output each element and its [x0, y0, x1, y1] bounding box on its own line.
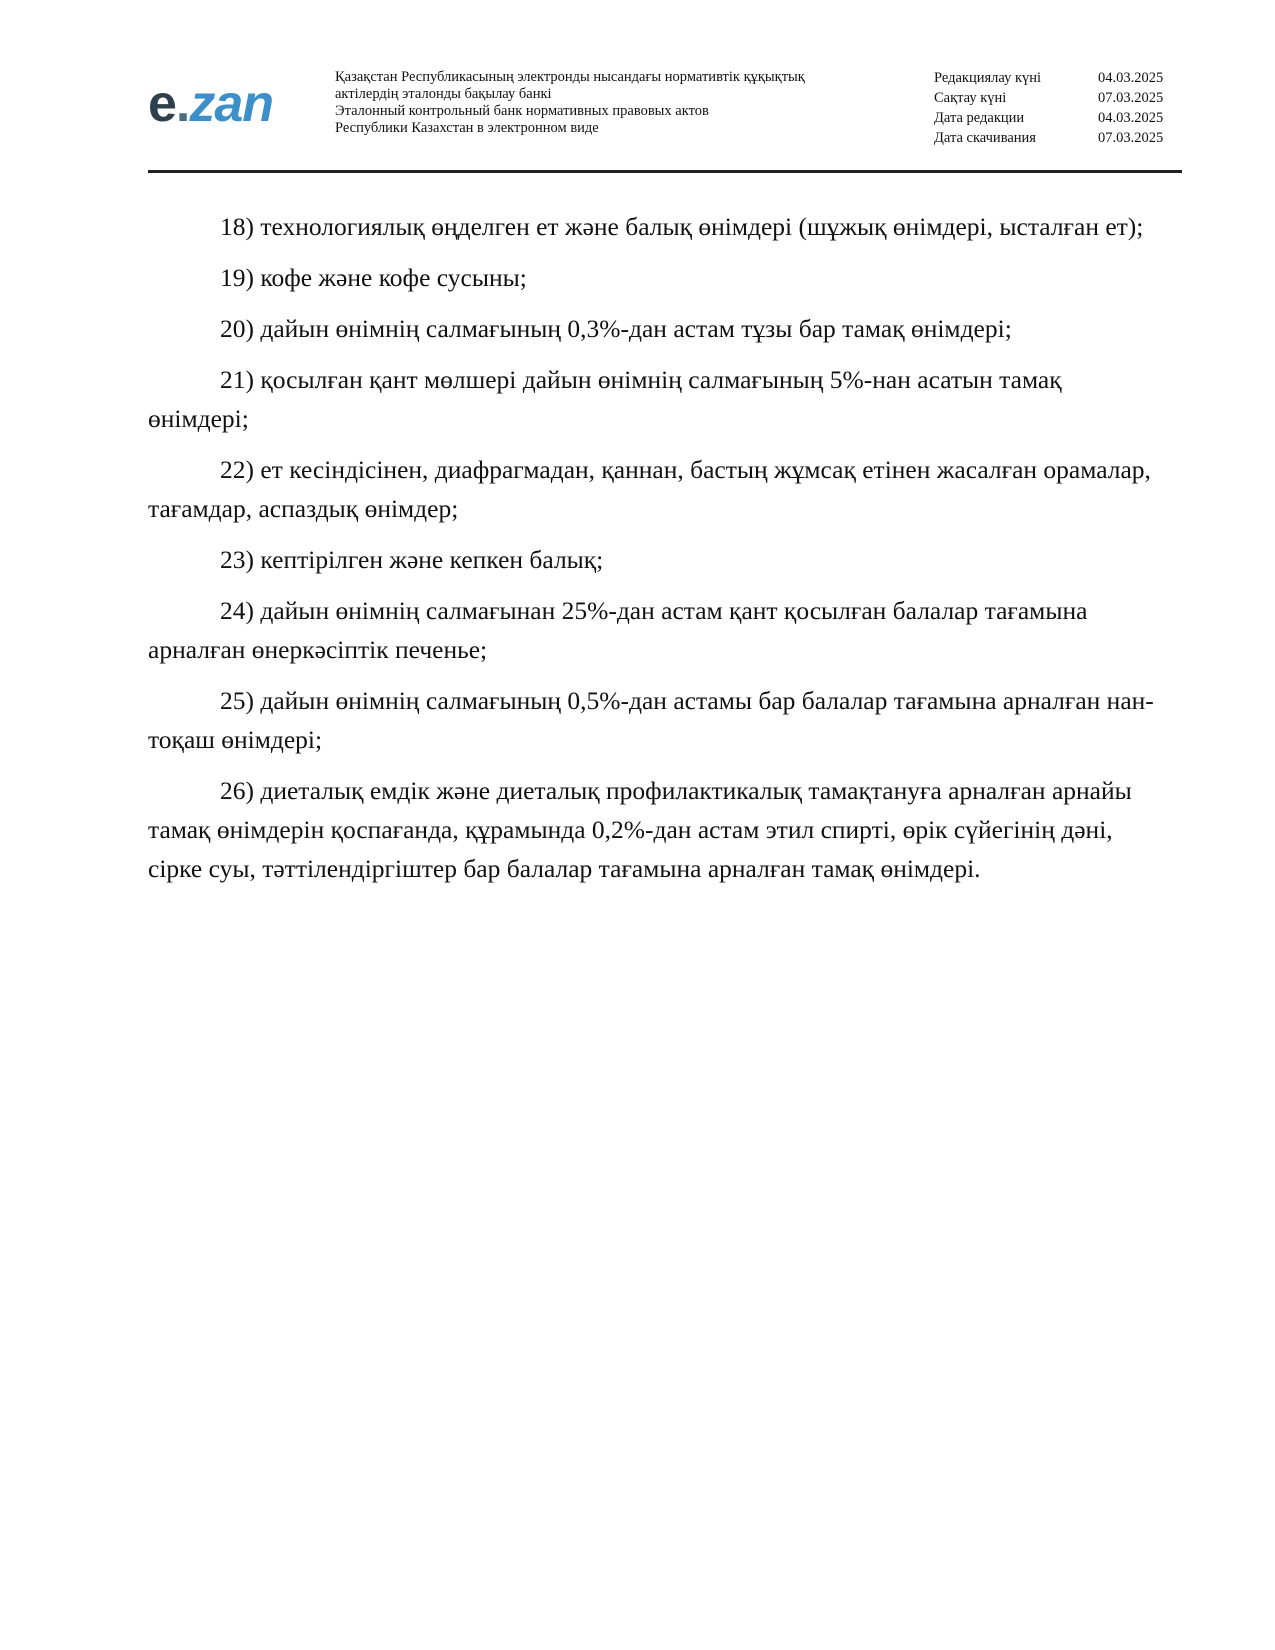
meta-label: Дата редакции [934, 110, 1025, 126]
meta-value: 04.03.2025 [1098, 110, 1164, 126]
meta-value: 07.03.2025 [1098, 90, 1164, 106]
logo-zan: zan [189, 75, 274, 133]
list-item: 23) кептірілген және кепкен балық; [220, 545, 604, 574]
list-item: 25) дайын өнімнің салмағының 0,5%-дан астамы бар балалар тағамына арналған нан-тоқаш өнімдері; [148, 686, 1154, 754]
document-header [148, 64, 1180, 168]
logo-e: e [148, 75, 176, 133]
list-item: 20) дайын өнімнің салмағының 0,3%-дан астам тұзы бар тамақ өнімдері; [220, 314, 1012, 343]
header-divider [148, 170, 1182, 173]
list-item: 22) ет кесіндісінен, диафрагмадан, қаннан, бастың жұмсақ етінен жасалған орамалар, тағамдар, аспаздық өнімдер; [148, 455, 1151, 523]
logo-dot: . [175, 75, 190, 133]
org-line: Қазақстан Республикасының электронды нысандағы нормативтік құқықтық [335, 69, 805, 85]
list-item: 19) кофе және кофе сусыны; [220, 263, 527, 292]
meta-value: 07.03.2025 [1098, 130, 1164, 146]
list-item: 24) дайын өнімнің салмағынан 25%-дан астам қант қосылған балалар тағамына арналған өнеркәсіптік печенье; [148, 596, 1088, 664]
list-item: 26) диеталық емдік және диеталық профилактикалық тамақтануға арналған арнайы тамақ өнімдерін қоспағанда, құрамында 0,2%-дан астам этил спирті, өрік сүйегінің дәні, сірке суы, тәттілендіргіштер бар балалар тағамына арналған тамақ өнімдері. [148, 776, 1132, 883]
meta-label: Дата скачивания [934, 130, 1036, 146]
meta-label: Сақтау күні [934, 90, 1007, 106]
ezan-logo [148, 76, 298, 132]
list-item: 18) технологиялық өңделген ет және балық өнімдері (шұжық өнімдері, ысталған ет); [220, 212, 1144, 241]
meta-value: 04.03.2025 [1098, 70, 1164, 86]
org-line: актілердің эталонды бақылау банкі [335, 86, 552, 102]
document-body [148, 207, 1168, 900]
meta-row [934, 128, 1184, 148]
list-item: 21) қосылған қант мөлшері дайын өнімнің салмағының 5%-нан асатын тамақ өнімдері; [148, 365, 1062, 433]
org-line: Республики Казахстан в электронном виде [335, 120, 599, 136]
meta-label: Редакциялау күні [934, 70, 1042, 86]
organization-title [335, 69, 895, 137]
org-line: Эталонный контрольный банк нормативных правовых актов [335, 103, 709, 119]
meta-row [934, 108, 1184, 128]
meta-row [934, 88, 1184, 108]
meta-row [934, 68, 1184, 88]
document-dates [934, 68, 1184, 148]
